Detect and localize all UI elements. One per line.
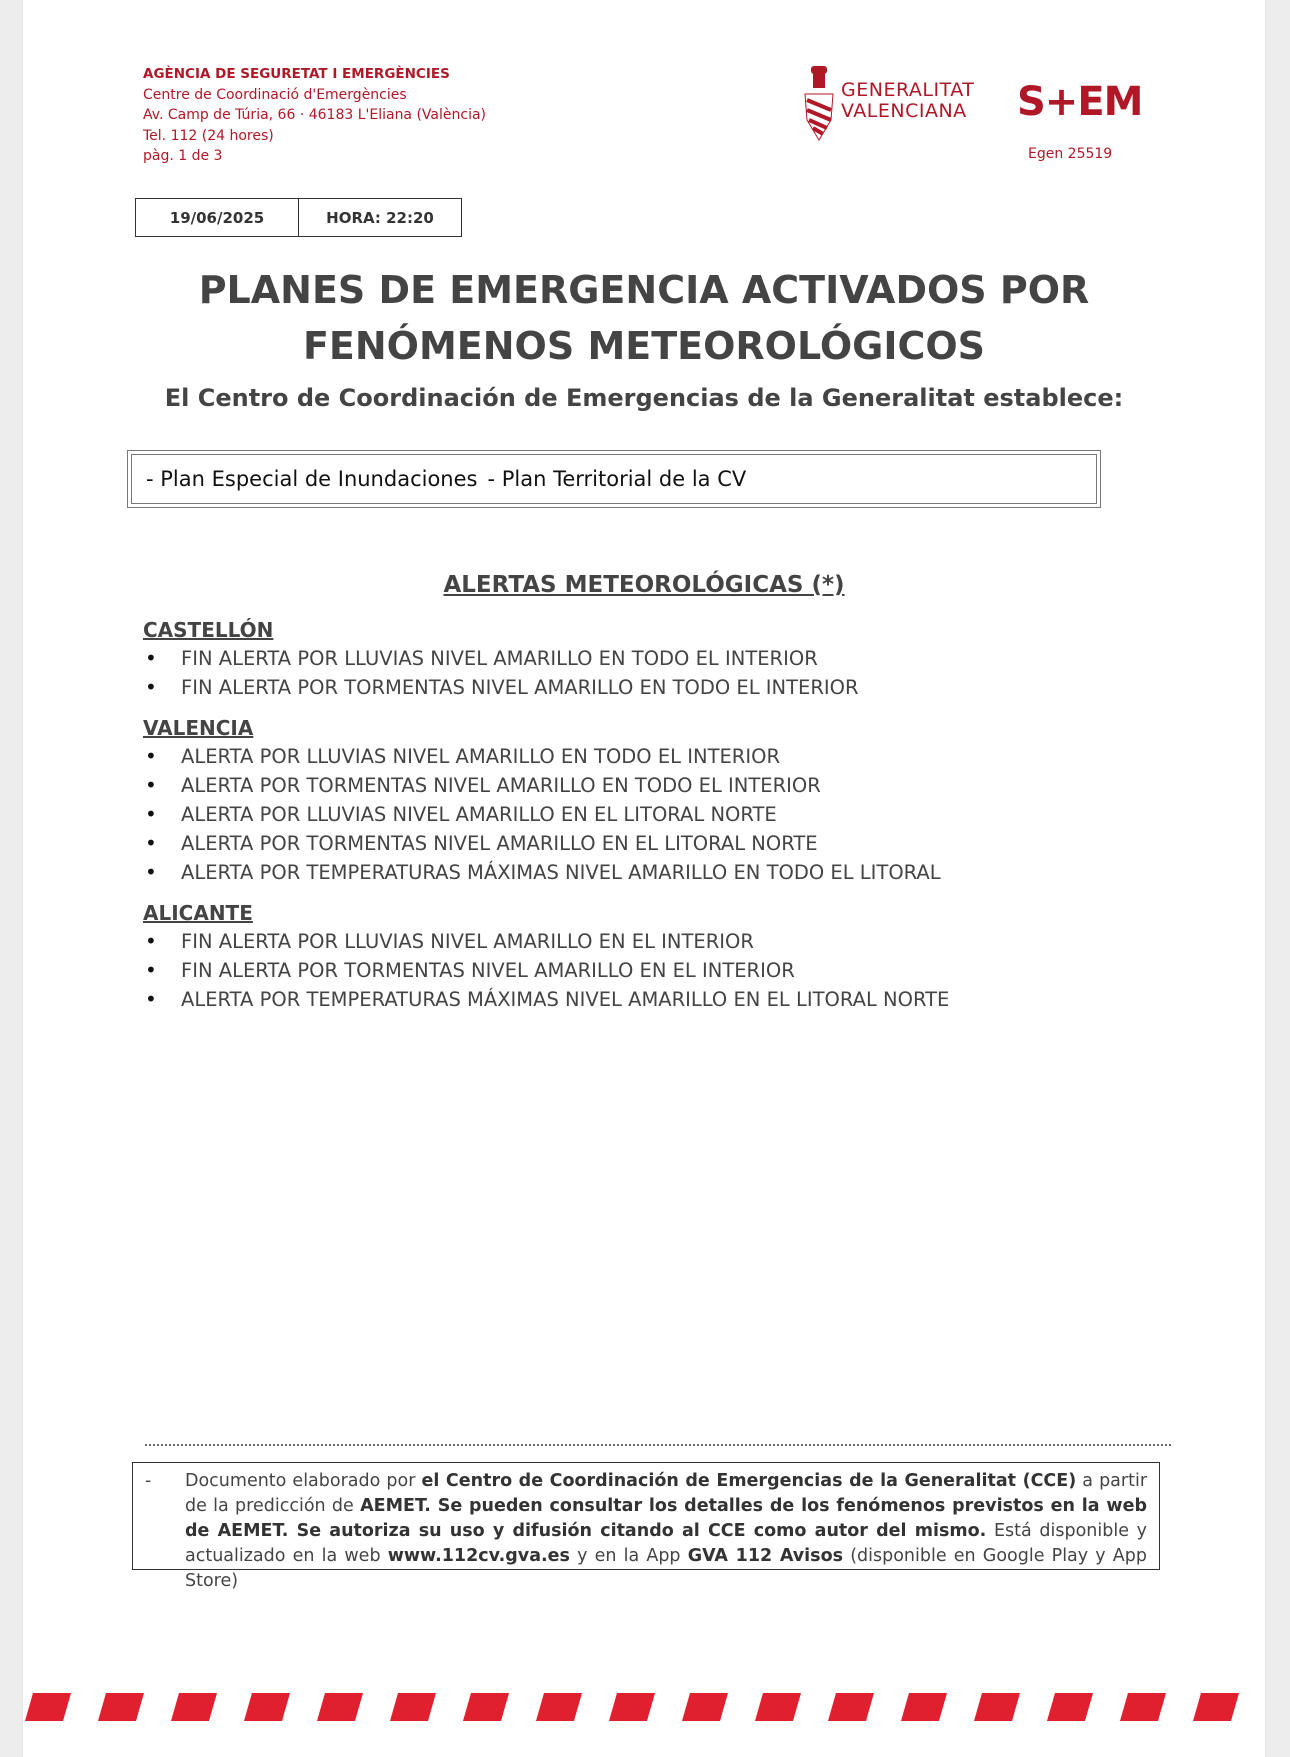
list-item: • FIN ALERTA POR LLUVIAS NIVEL AMARILLO EN EL INTERIOR xyxy=(143,927,1093,956)
website-link[interactable]: www.112cv.gva.es xyxy=(387,1546,570,1566)
region-heading: ALICANTE xyxy=(143,901,253,925)
stripe-segment xyxy=(755,1693,801,1721)
date-time-box xyxy=(135,198,462,237)
list-item: • FIN ALERTA POR LLUVIAS NIVEL AMARILLO EN TODO EL INTERIOR xyxy=(143,644,1093,673)
date-cell: 19/06/2025 xyxy=(136,199,299,236)
address: Av. Camp de Túria, 66 · 46183 L'Eliana (València) xyxy=(143,107,486,123)
stripe-segment xyxy=(1047,1693,1093,1721)
time-cell: HORA: 22:20 xyxy=(326,208,434,227)
stripe-segment xyxy=(682,1693,728,1721)
gv-line2: VALENCIANA xyxy=(841,100,967,122)
stripe-segment xyxy=(828,1693,874,1721)
stripe-segment xyxy=(1193,1693,1239,1721)
note-text: (disponible en Google Play y App Store) xyxy=(185,1546,1147,1591)
agency-name: AGÈNCIA DE SEGURETAT I EMERGÈNCIES xyxy=(143,66,450,82)
plan-item: - Plan Territorial de la CV xyxy=(487,467,747,491)
stripe-segment xyxy=(901,1693,947,1721)
note-text: a partir de la predicción de xyxy=(185,1471,1148,1516)
gv-line1: GENERALITAT xyxy=(841,79,975,101)
red-stripe-border xyxy=(23,1693,1265,1721)
page-number: pàg. 1 de 3 xyxy=(143,148,223,164)
alerts-heading: ALERTAS METEOROLÓGICAS (*) xyxy=(443,572,845,598)
stripe-segment xyxy=(609,1693,655,1721)
list-item: • ALERTA POR LLUVIAS NIVEL AMARILLO EN TODO EL INTERIOR xyxy=(143,742,1093,771)
sem-logo: S+EM xyxy=(1017,79,1143,125)
stripe-segment xyxy=(25,1693,71,1721)
list-item: • ALERTA POR TORMENTAS NIVEL AMARILLO EN TODO EL INTERIOR xyxy=(143,771,1093,800)
stripe-segment xyxy=(1120,1693,1166,1721)
alerts-list xyxy=(143,616,1093,1026)
note-bold: el Centro de Coordinación de Emergencias de la Generalitat (CCE) xyxy=(421,1471,1077,1491)
stripe-segment xyxy=(536,1693,582,1721)
list-item: • ALERTA POR TORMENTAS NIVEL AMARILLO EN EL LITORAL NORTE xyxy=(143,829,1093,858)
list-item: • ALERTA POR TEMPERATURAS MÁXIMAS NIVEL AMARILLO EN EL LITORAL NORTE xyxy=(143,985,1093,1014)
region-alert-list xyxy=(143,644,1093,702)
dotted-divider xyxy=(145,1444,1171,1446)
note-dash: - xyxy=(145,1471,152,1491)
list-item: • ALERTA POR TEMPERATURAS MÁXIMAS NIVEL AMARILLO EN TODO EL LITORAL xyxy=(143,858,1093,887)
plan-item: - Plan Especial de Inundaciones xyxy=(146,467,478,491)
stripe-segment xyxy=(98,1693,144,1721)
title-line1: PLANES DE EMERGENCIA ACTIVADOS POR xyxy=(198,268,1090,312)
stripe-segment xyxy=(171,1693,217,1721)
title-line2: FENÓMENOS METEOROLÓGICOS xyxy=(302,324,986,368)
stripe-segment xyxy=(244,1693,290,1721)
stripe-segment xyxy=(317,1693,363,1721)
note-text: Documento elaborado por xyxy=(185,1471,422,1491)
subtitle: El Centro de Coordinación de Emergencias de la Generalitat establece: xyxy=(164,384,1124,412)
footer-note xyxy=(132,1462,1160,1591)
list-item: • FIN ALERTA POR TORMENTAS NIVEL AMARILLO EN TODO EL INTERIOR xyxy=(143,673,1093,702)
app-name: GVA 112 Avisos xyxy=(687,1546,844,1566)
egen-code: Egen 25519 xyxy=(1028,146,1113,162)
stripe-segment xyxy=(390,1693,436,1721)
generalitat-logo-text xyxy=(841,80,974,122)
center-name: Centre de Coordinació d'Emergències xyxy=(143,86,407,103)
region-alert-list xyxy=(143,927,1093,1014)
document-page xyxy=(22,0,1266,1757)
list-item: • FIN ALERTA POR TORMENTAS NIVEL AMARILLO EN EL INTERIOR xyxy=(143,956,1093,985)
region-alert-list xyxy=(143,742,1093,887)
phone: Tel. 112 (24 hores) xyxy=(143,127,274,144)
stripe-segment xyxy=(974,1693,1020,1721)
generalitat-emblem-icon xyxy=(803,64,837,146)
activated-plans-box xyxy=(127,450,1101,508)
note-text: y en la App xyxy=(569,1546,688,1566)
page-title xyxy=(23,262,1265,374)
stripe-segment xyxy=(463,1693,509,1721)
note-bold: AEMET. Se pueden consultar los detalles de los fenómenos previstos en la web de AEMET. Se autoriza su uso y difusión citando al CCE como autor del mismo. xyxy=(185,1496,1147,1541)
note-text: Está disponible y actualizado en la web xyxy=(185,1521,1147,1566)
header-address-block xyxy=(143,64,486,167)
list-item: • ALERTA POR LLUVIAS NIVEL AMARILLO EN EL LITORAL NORTE xyxy=(143,800,1093,829)
region-heading: CASTELLÓN xyxy=(143,618,274,642)
region-heading: VALENCIA xyxy=(143,716,254,740)
